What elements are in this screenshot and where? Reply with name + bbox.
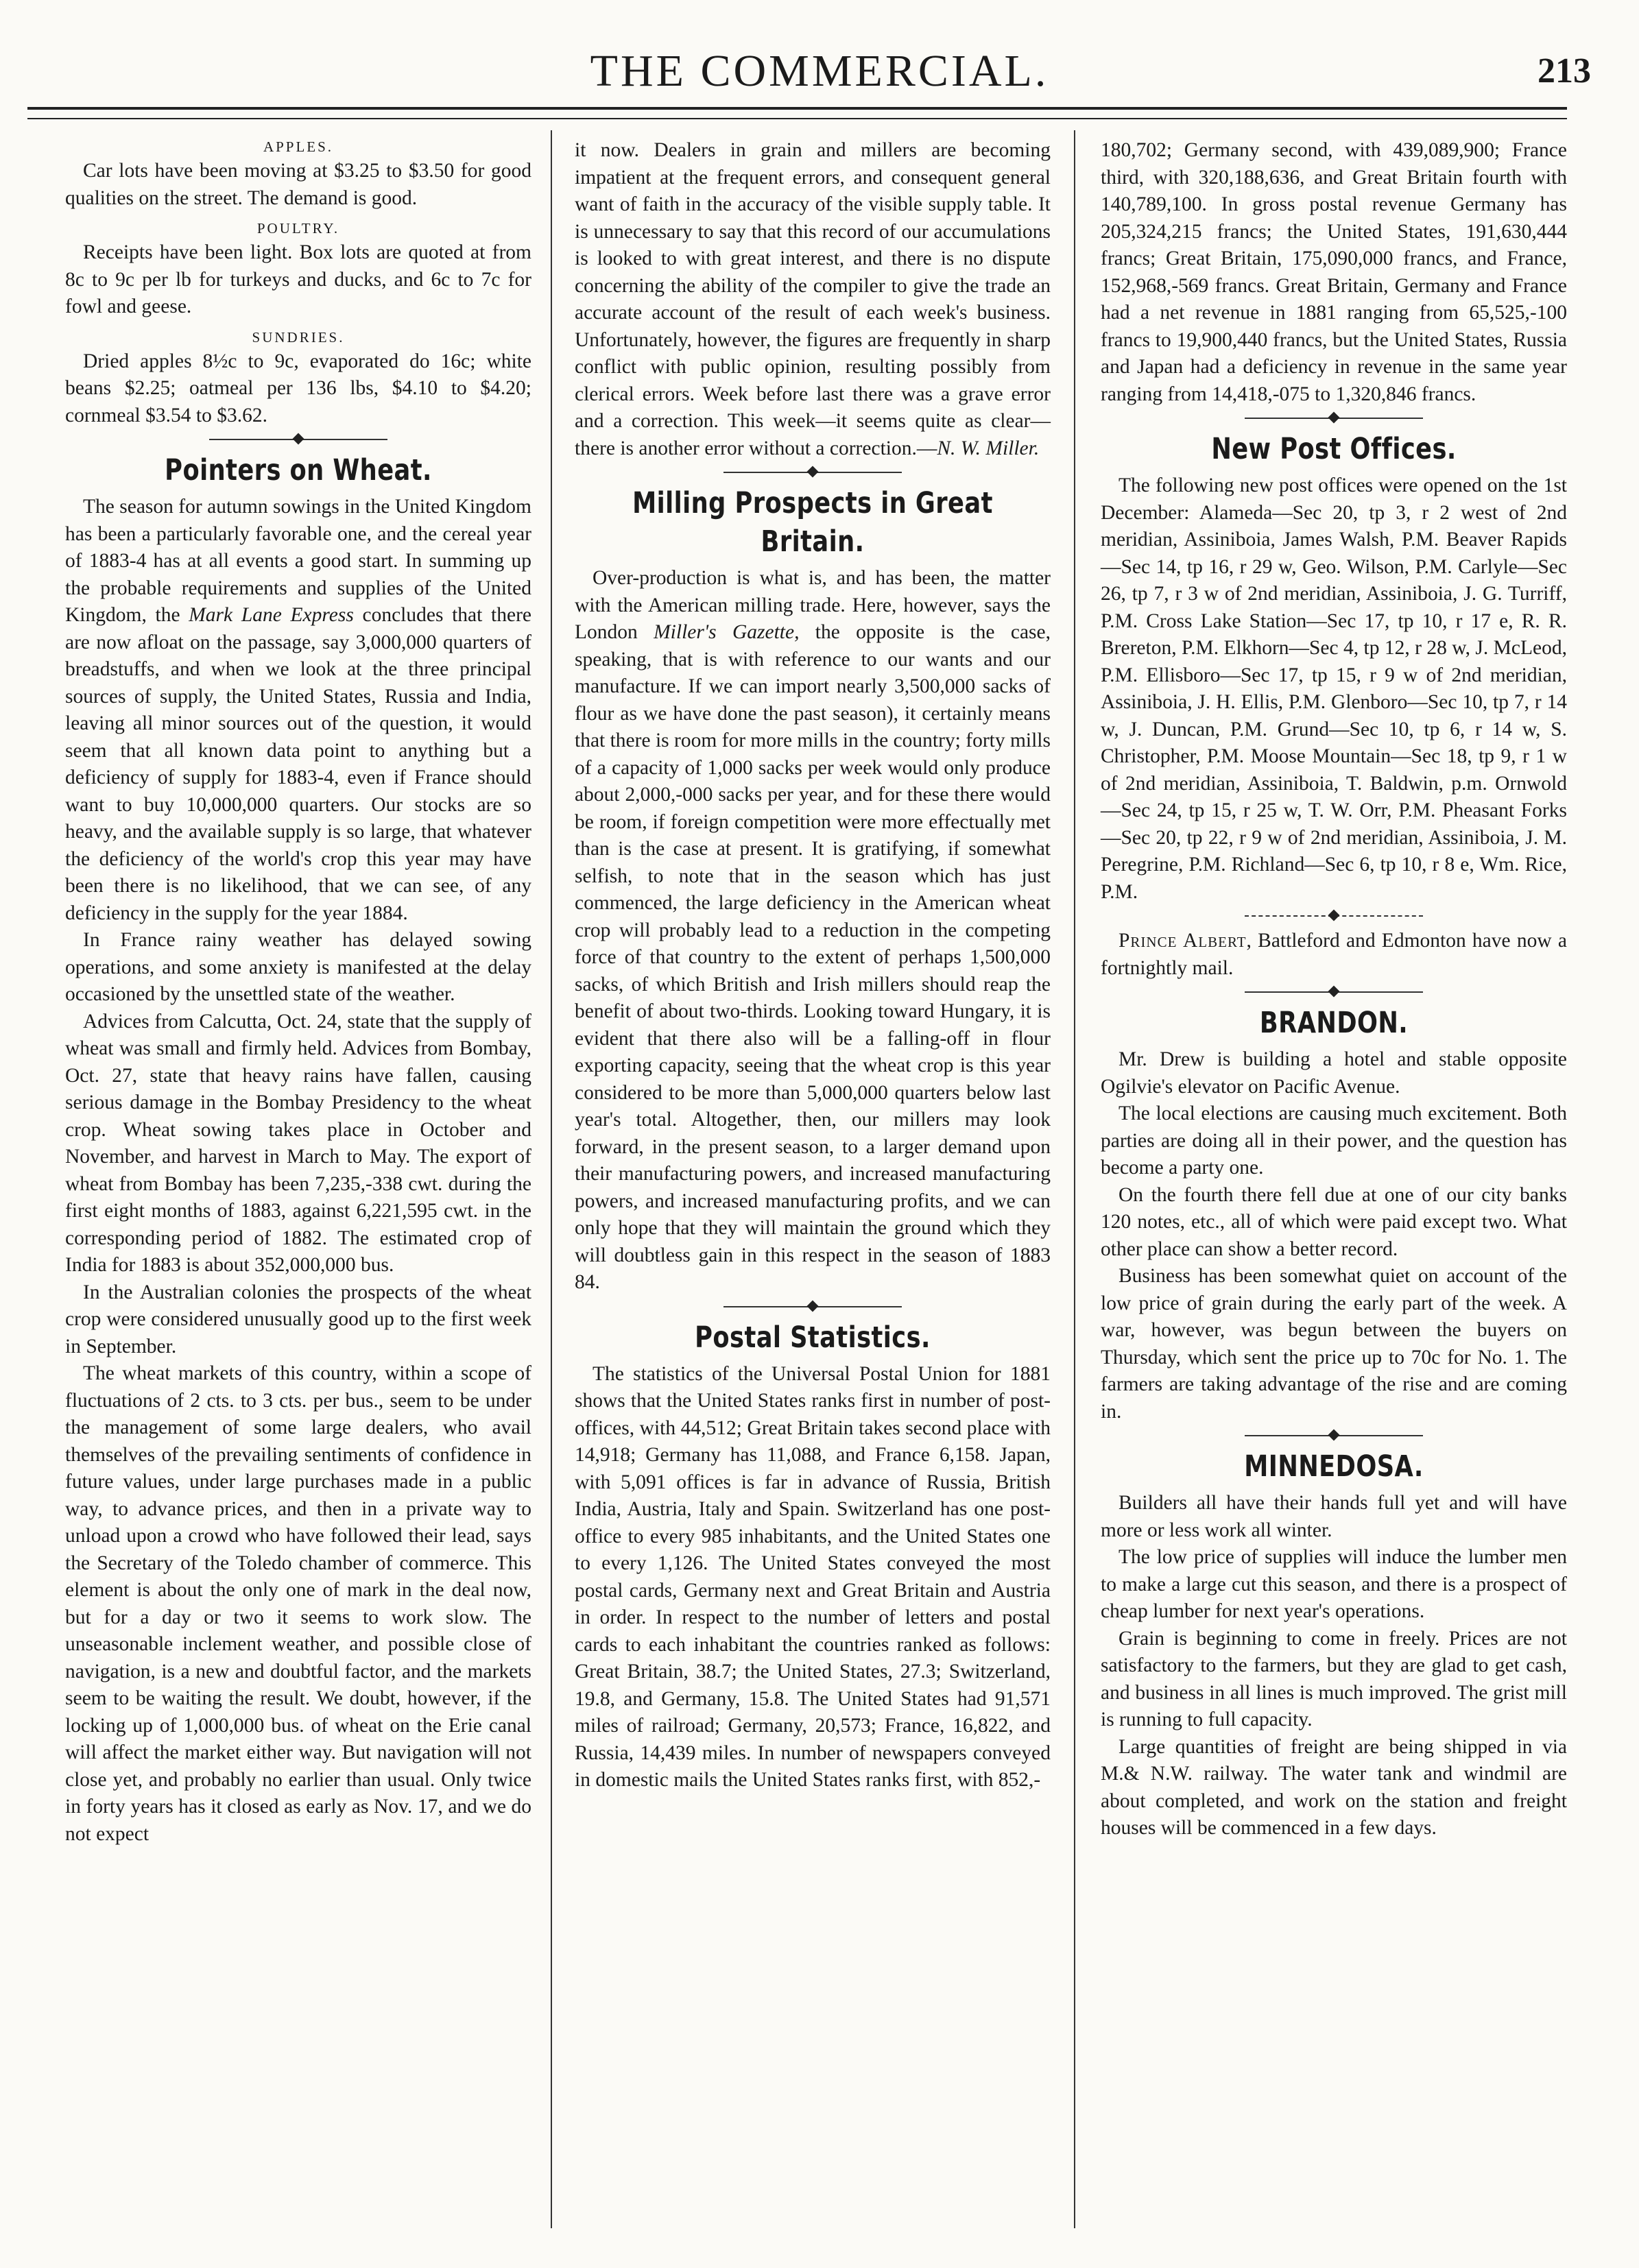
section-ornament [723, 1299, 902, 1314]
paragraph-postal-continued: 180,702; Germany second, with 439,089,900; France third, with 320,188,636, and Great Britain fourth with 140,789,100. In gross postal revenue Germany has 205,324,215 francs; the United States, 191,630,444 francs; Great Britain, 175,090,000 francs, and France, 152,968,-569 francs. Great Britain, Germany and France had a net revenue in 1881 ranging from 65,525,-100 francs to 19,900,440 francs, but the United States, Russia and Japan had a deficiency in revenue in the same year ranging from 14,418,-075 to 1,320,846 francs. [1101, 139, 1567, 405]
source-signature: N. W. Miller. [937, 437, 1040, 459]
paragraph-minnedosa-1: Builders all have their hands full yet and will have more or less work all winter. [1101, 1492, 1567, 1541]
paragraph-brandon-3: On the fourth there fell due at one of our city banks 120 notes, etc., all of which were paid except two. What other place can show a better record. [1101, 1183, 1567, 1260]
paragraph-sundries: Dried apples 8½c to 9c, evaporated do 16c; white beans $2.25; oatmeal per 136 lbs, $4.10 to $4.20; cornmeal $3.54 to $3.62. [65, 350, 531, 426]
headline-new-post-offices: New Post Offices. [1211, 432, 1457, 466]
section-heading-apples: APPLES. [263, 138, 334, 155]
paragraph-minnedosa-3: Grain is beginning to come in freely. Prices are not satisfactory to the farmers, but they are glad to get cash, and business in all lines is much improved. The grist mill is running to full capacity. [1101, 1627, 1567, 1730]
page-number: 213 [1538, 51, 1591, 91]
headline-brandon: BRANDON. [1259, 1006, 1409, 1040]
masthead-rule-thick [27, 107, 1567, 110]
column-divider-right [1074, 130, 1075, 2228]
section-ornament [1245, 1428, 1423, 1443]
headline-pointers-on-wheat: Pointers on Wheat. [165, 453, 432, 487]
paragraph-brandon-4: Business has been somewhat quiet on account of the low price of grain during the early part of the week. A war, however, was begun between the buyers on Thursday, which sent the price up to 70c for No. 1. The farmers are taking advantage of the rise and are coming in. [1101, 1265, 1567, 1423]
text-run: Over-production is what is, and has been, the matter with the American milling trade. Here, however, says the London [575, 567, 1051, 643]
paragraph-prince-albert [1101, 928, 1567, 982]
publication-name: Miller's Gazette, [654, 621, 800, 643]
headline-milling-prospects: Milling Prospects in Great Britain. [632, 486, 993, 559]
paragraph-post-offices: The following new post offices were opened on the 1st December: Alameda—Sec 20, tp 3, r 2 west of 2nd meridian, Assiniboia, James Walsh, P.M. Beaver Rapids—Sec 14, tp 16, r 29 w, Geo. Wilson, P.M. Carlyle—Sec 26, tp 7, r 3 w of 2nd meridian, Assiniboia, J. G. Turriff, P.M. Cross Lake Station—Sec 17, tp 10, r 17 e, R. R. Brereton, P.M. Elkhorn—Sec 4, tp 12, r 28 w, J. McLeod, P.M. Ellisboro—Sec 17, tp 15, r 9 w of 2nd meridian, Assiniboia, J. H. Ellis, P.M. Glenboro—Sec 10, tp 7, r 14 w, J. Duncan, P.M. Grund—Sec 10, tp 6, r 14 w, S. Christopher, P.M. Moose Mountain—Sec 18, tp 9, r 1 w of 2nd meridian, Assiniboia, T. Baldwin, p.m. Ornwold—Sec 24, tp 15, r 25 w, T. W. Orr, P.M. Pheasant Forks—Sec 20, tp 22, r 9 w of 2nd meridian, Assiniboia, J. M. Peregrine, P.M. Richland—Sec 6, tp 10, r 8 e, Wm. Rice, P.M. [1101, 474, 1567, 903]
section-ornament [1245, 908, 1423, 924]
section-ornament [1245, 411, 1423, 426]
paragraph-milling [575, 565, 1051, 1296]
text-run: concludes that there are now afloat on the passage, say 3,000,000 quarters of breadstuffs, and when we look at the three principal sources of supply, the United States, Russia and India, leaving all minor sources out of the question, it would seem that all known data point to anything but a deficiency of supply for 1883-4, even if France should want to buy 10,000,000 quarters. Our stocks are so heavy, and the available supply is so large, that whatever the deficiency of the world's crop this year may have been there is no likelihood, that we can see, of any deficiency in the supply for the year 1884. [65, 604, 531, 924]
section-ornament [723, 465, 902, 480]
text-run: it now. Dealers in grain and millers are becoming impatient at the frequent errors, and consequent general want of faith in the accuracy of the visible supply table. It is unnecessary to say that this record of our accumulations is looked to with great interest, and there is no dispute concerning the ability of the compiler to give the trade an accurate account of the result of each week's business. Unfortunately, however, the figures are frequently in sharp conflict with public opinion, resulting possibly from clerical errors. Week before last there was a grave error and a correction. This week—it seems quite as clear—there is another error without a correction.— [575, 139, 1051, 459]
newspaper-title: THE COMMERCIAL. [590, 46, 1049, 96]
paragraph-apples: Car lots have been moving at $3.25 to $3.50 for good qualities on the street. The demand is good. [65, 160, 531, 209]
headline-minnedosa: MINNEDOSA. [1244, 1449, 1424, 1484]
paragraph-wheat-2: In France rainy weather has delayed sowing operations, and some anxiety is manifested at the delay occasioned by the unsettled state of the weather. [65, 929, 531, 1005]
column-3 [1101, 137, 1567, 1842]
paragraph-brandon-1: Mr. Drew is building a hotel and stable opposite Ogilvie's elevator on Pacific Avenue. [1101, 1048, 1567, 1098]
paragraph-continued [575, 137, 1051, 462]
paragraph-postal: The statistics of the Universal Postal Union for 1881 shows that the United States ranks first in number of post-offices, with 44,512; Great Britain takes second place with 14,918; Germany has 11,088, and France 6,158. Japan, with 5,091 offices is far in advance of Russia, British India, Austria, Italy and Spain. Switzerland has one post-office to every 985 inhabitants, and the United States one to every 1,126. The United States conveyed the most postal cards, Germany next and Great Britain and Austria in order. In respect to the number of letters and postal cards to each inhabitant the countries ranked as follows: Great Britain, 38.7; the United States, 27.3; Switzerland, 19.8, and Germany, 15.8. The United States had 91,571 miles of railroad; Germany, 20,573; France, 16,822, and Russia, 14,439 miles. In number of newspapers conveyed in domestic mails the United States ranks first, with 852,- [575, 1362, 1051, 1791]
place-name: Prince Albert [1118, 930, 1247, 952]
paragraph-minnedosa-2: The low price of supplies will induce the lumber men to make a large cut this season, and there is a prospect of cheap lumber for next year's operations. [1101, 1546, 1567, 1622]
text-run: , Battleford and Edmonton have now a fortnightly mail. [1101, 930, 1567, 979]
column-2 [575, 137, 1051, 1794]
paragraph-wheat-5: The wheat markets of this country, within a scope of fluctuations of 2 cts. to 3 cts. per bus., seem to be under the management of some large dealers, who avail themselves of the prevailing sentiments of confidence in future values, under large purchases made in a public way, to advance prices, and then in a private way to unload upon a crowd who have followed their lead, says the Secretary of the Toledo chamber of commerce. This element is about the only one of mark in the deal now, but for a day or two it seems to work slow. The unseasonable inclement weather, and possible close of navigation, is a new and doubtful factor, and the markets seem to be waiting the result. We doubt, however, if the locking up of 1,000,000 bus. of wheat on the Erie canal will affect the market either way. But navigation will not close yet, and probably no earlier than usual. Only twice in forty years has it closed as early as Nov. 17, and we do not expect [65, 1362, 531, 1845]
masthead-rule-thin [27, 118, 1567, 119]
column-divider-left [551, 130, 552, 2228]
masthead [0, 44, 1639, 99]
column-1 [65, 137, 531, 1848]
section-heading-sundries: SUNDRIES. [252, 328, 345, 346]
paragraph-poultry: Receipts have been light. Box lots are quoted at from 8c to 9c per lb for turkeys and ducks, and 6c to 7c for fowl and geese. [65, 241, 531, 317]
section-heading-poultry: POULTRY. [256, 220, 340, 237]
paragraph-brandon-2: The local elections are causing much excitement. Both parties are doing all in their power, and the question has become a party one. [1101, 1102, 1567, 1179]
text-run: The season for autumn sowings in the United Kingdom has been a particularly favorable one, and the cereal year of 1883-4 has at all events a good start. In summing up the probable requirements and supplies of the United Kingdom, the [65, 496, 531, 626]
paragraph-wheat-4: In the Australian colonies the prospects of the wheat crop were considered unusually good up to the first week in September. [65, 1281, 531, 1358]
section-ornament [209, 432, 387, 447]
section-ornament [1245, 985, 1423, 1000]
paragraph-wheat-3: Advices from Calcutta, Oct. 24, state that the supply of wheat was small and firmly held. Advices from Bombay, Oct. 27, state that heavy rains have fallen, causing serious damage in the Bombay Presidency to the wheat crop. Wheat sowing takes place in October and November, and harvest in March to May. The export of wheat from Bombay has been 7,235,-338 cwt. during the first eight months of 1883, against 6,221,595 cwt. in the corresponding period of 1882. The estimated crop of India for 1883 is about 352,000,000 bus. [65, 1010, 531, 1276]
headline-postal-statistics: Postal Statistics. [695, 1320, 931, 1355]
text-run: the opposite is the case, speaking, that is with reference to our wants and our manufacture. If we can import nearly 3,500,000 sacks of flour as we have done the past season), it certainly means that there is room for more mills in the country; forty mills of a capacity of 1,000 sacks per week would only produce about 2,000,-000 sacks per year, and for these there would be room, if foreign competition were more effectually met than is the case at present. It is gratifying, if somewhat selfish, to note that in the season which has just commenced, the large deficiency in the American wheat crop will probably lead to a reduction in the competing force of that country to the extent of perhaps 1,500,000 sacks, of which British and Irish millers should reap the benefit of about two-thirds. Looking toward Hungary, it is evident that there also will be a falling-off in flour exporting capacity, seeing that the wheat crop is this year considered to be more than 5,000,000 quarters below last year's total. Altogether, then, our millers may look forward, in the present season, to a larger demand upon their manufacturing powers, and increased manufacturing powers, and increased manufacturing profits, and we can only hope that they will maintain the ground which they will doubtless gain in this respect in the season of 1883 84. [575, 621, 1051, 1293]
publication-name: Mark Lane Express [189, 604, 354, 626]
paragraph-wheat-1 [65, 494, 531, 927]
paragraph-minnedosa-4: Large quantities of freight are being shipped in via M.& N.W. railway. The water tank and windmil are about completed, and work on the station and freight houses will be commenced in a few days. [1101, 1735, 1567, 1839]
